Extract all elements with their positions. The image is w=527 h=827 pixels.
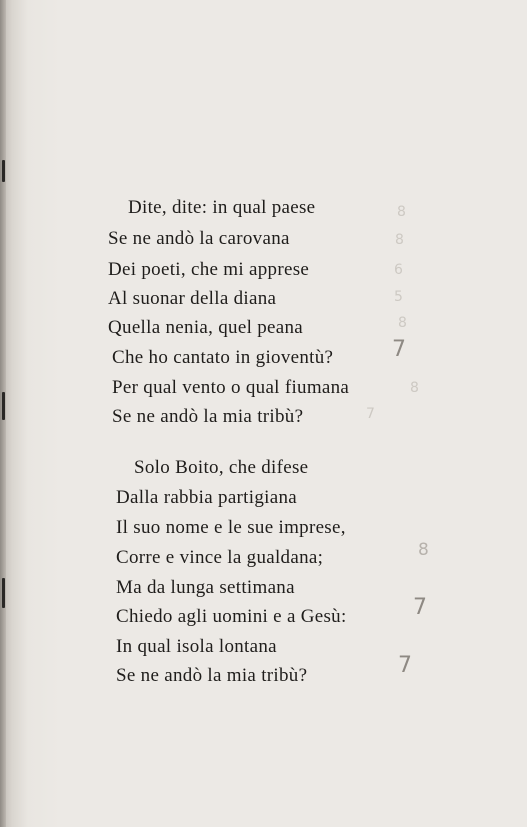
verse-line: Quella nenia, quel peana	[108, 317, 304, 338]
verse-line: Solo Boito, che difese	[134, 457, 309, 478]
pencil-margin-note: 7	[413, 595, 427, 620]
verse-line: Dite, dite: in qual paese	[128, 197, 316, 218]
pencil-margin-note: 8	[395, 232, 404, 248]
verse-line: Che ho cantato in gioventù?	[112, 347, 334, 368]
binding-stain	[2, 578, 5, 608]
pencil-margin-note: 8	[418, 540, 429, 560]
pencil-margin-note: 7	[366, 406, 375, 422]
pencil-margin-note: 7	[392, 337, 406, 362]
pencil-margin-note: 7	[398, 653, 412, 678]
verse-line: Dalla rabbia partigiana	[116, 487, 297, 508]
verse-line: Chiedo agli uomini e a Gesù:	[116, 606, 347, 627]
verse-line: Il suo nome e le sue imprese,	[116, 517, 346, 538]
verse-line: Corre e vince la gualdana;	[116, 547, 324, 568]
binding-stain	[2, 160, 5, 182]
pencil-margin-note: 5	[394, 289, 403, 305]
verse-line: In qual isola lontana	[116, 636, 277, 657]
verse-line: Se ne andò la carovana	[108, 228, 290, 249]
pencil-margin-note: 8	[410, 380, 419, 396]
verse-line: Se ne andò la mia tribù?	[112, 406, 304, 427]
verse-line: Se ne andò la mia tribù?	[116, 665, 308, 686]
verse-line: Dei poeti, che mi apprese	[108, 259, 310, 280]
verse-line: Ma da lunga settimana	[116, 577, 295, 598]
verse-line: Per qual vento o qual fiumana	[112, 377, 350, 398]
pencil-margin-note: 8	[398, 315, 407, 331]
pencil-margin-note: 6	[394, 262, 403, 278]
pencil-margin-note: 8	[397, 204, 406, 220]
binding-stain	[2, 392, 5, 420]
verse-line: Al suonar della diana	[108, 288, 277, 309]
